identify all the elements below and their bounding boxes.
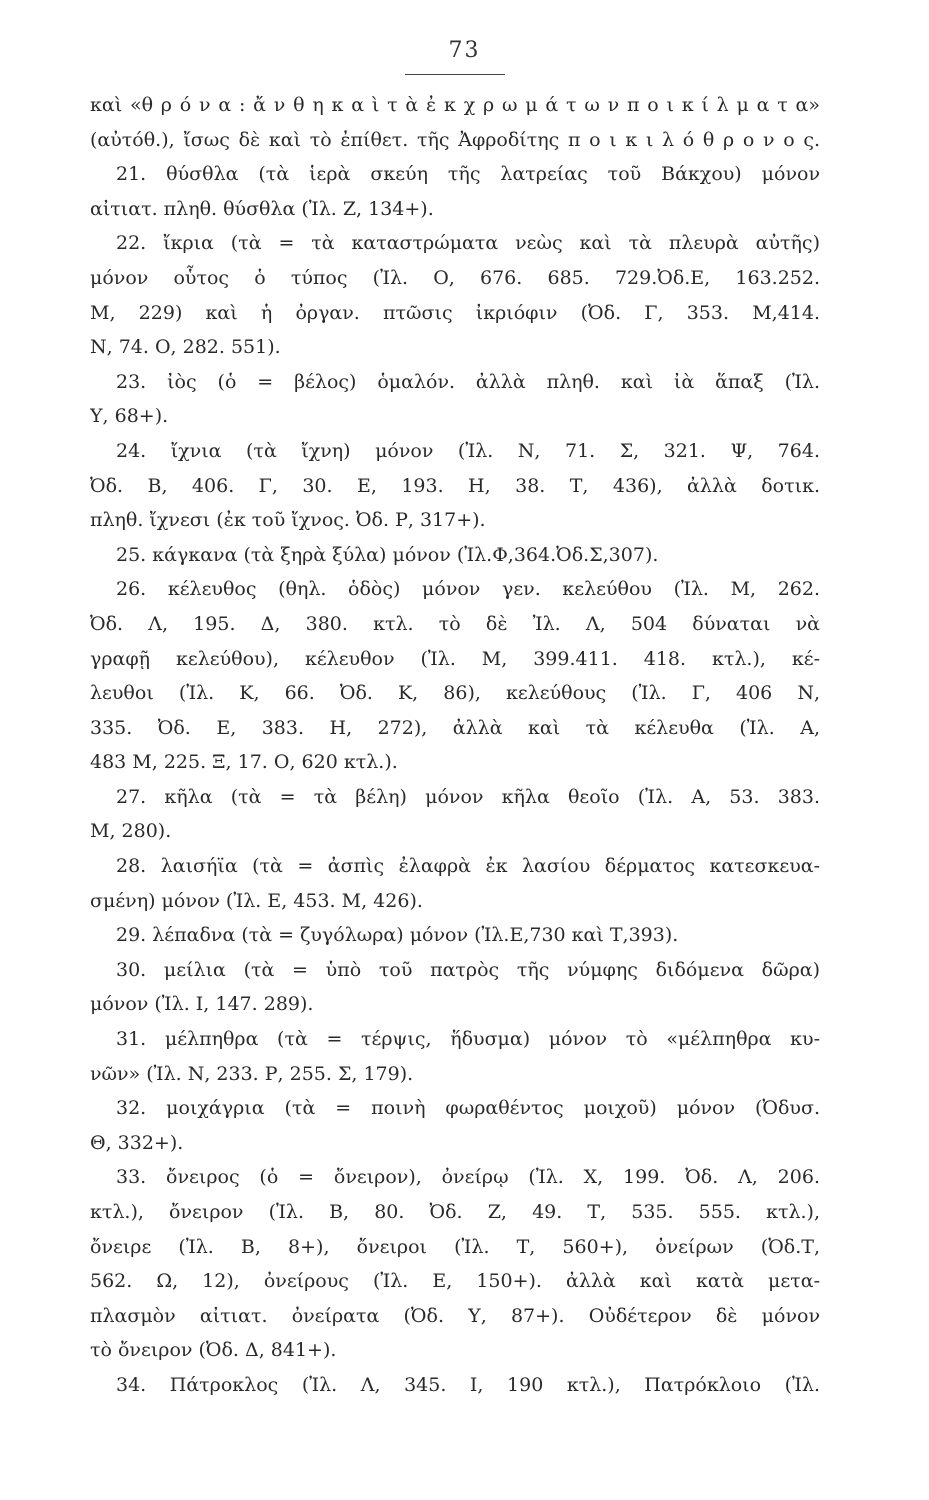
text-line: Μ, 229) καὶ ἡ ὀργαν. πτῶσις ἰκριόφιν (Ὀδ. Γ, 353. Μ,414. xyxy=(90,301,820,324)
text-line: 483 Μ, 225. Ξ, 17. Ο, 620 κτλ.). xyxy=(90,751,398,774)
text-line: 34. Πάτροκλος (Ἰλ. Λ, 345. Ι, 190 κτλ.), Πατρόκλοιο (Ἰλ. xyxy=(116,1373,820,1396)
text-line: 21. θύσθλα (τὰ ἱερὰ σκεύη τῆς λατρείας τοῦ Βάκχου) μόνον xyxy=(116,163,820,186)
text-line: λευθοι (Ἰλ. Κ, 66. Ὀδ. Κ, 86), κελεύθους (Ἰλ. Γ, 406 Ν, xyxy=(90,682,820,705)
text-line: Ὀδ. Λ, 195. Δ, 380. κτλ. τὸ δὲ Ἰλ. Λ, 504 δύναται νὰ xyxy=(90,612,820,635)
text-line: 32. μοιχάγρια (τὰ = ποινὴ φωραθέντος μοιχοῦ) μόνον (Ὀδυσ. xyxy=(116,1097,820,1120)
text-line: πληθ. ἴχνεσι (ἐκ τοῦ ἴχνος. Ὀδ. Ρ, 317+). xyxy=(90,509,486,532)
text-line: μόνον οὗτος ὁ τύπος (Ἰλ. Ο, 676. 685. 729.Ὀδ.Ε, 163.252. xyxy=(90,266,820,289)
body-text xyxy=(90,88,820,1403)
text-line: μόνον (Ἰλ. Ι, 147. 289). xyxy=(90,993,314,1016)
text-line: τὸ ὄνειρον (Ὀδ. Δ, 841+). xyxy=(90,1339,337,1362)
text-line: αἰτιατ. πληθ. θύσθλα (Ἰλ. Ζ, 134+). xyxy=(90,197,434,220)
text-line: πλασμὸν αἰτιατ. ὀνείρατα (Ὀδ. Υ, 87+). Οὐδέτερον δὲ μόνον xyxy=(90,1304,820,1327)
text-line: γραφῇ κελεύθου), κέλευθον (Ἰλ. Μ, 399.411. 418. κτλ.), κέ- xyxy=(90,647,820,670)
text-line: Ὀδ. Β, 406. Γ, 30. Ε, 193. Η, 38. Τ, 436), ἀλλὰ δοτικ. xyxy=(90,474,820,497)
text-line: 33. ὄνειρος (ὁ = ὄνειρον), ὀνείρῳ (Ἰλ. Χ, 199. Ὀδ. Λ, 206. xyxy=(116,1166,820,1189)
text-line: σμένη) μόνον (Ἰλ. Ε, 453. Μ, 426). xyxy=(90,889,423,912)
text-line: 23. ἰὸς (ὁ = βέλος) ὁμαλόν. ἀλλὰ πληθ. καὶ ἰὰ ἅπαξ (Ἰλ. xyxy=(116,370,820,393)
text-line: Μ, 280). xyxy=(90,820,172,843)
text-line: 29. λέπαδνα (τὰ = ζυγόλωρα) μόνον (Ἰλ.Ε,730 καὶ Τ,393). xyxy=(116,924,679,947)
text-line: νῶν» (Ἰλ. Ν, 233. Ρ, 255. Σ, 179). xyxy=(90,1062,414,1085)
page-number: 73 xyxy=(448,38,481,63)
text-line: Ν, 74. Ο, 282. 551). xyxy=(90,336,281,359)
text-line: Θ, 332+). xyxy=(90,1131,184,1154)
text-line: 22. ἴκρια (τὰ = τὰ καταστρώματα νεὼς καὶ τὰ πλευρὰ αὐτῆς) xyxy=(116,232,820,255)
text-line: καὶ «θ ρ ό ν α : ἄ ν θ η κ α ὶ τ ὰ ἐ κ χ ρ ω μ ά τ ω ν π ο ι κ ί λ μ α τ α» xyxy=(90,94,820,116)
text-line: 335. Ὀδ. Ε, 383. Η, 272), ἀλλὰ καὶ τὰ κέλευθα (Ἰλ. Α, xyxy=(90,716,820,739)
text-line: ὄνειρε (Ἰλ. Β, 8+), ὄνειροι (Ἰλ. Τ, 560+), ὀνείρων (Ὀδ.Τ, xyxy=(90,1235,820,1258)
text-line: 31. μέλπηθρα (τὰ = τέρψις, ἥδυσμα) μόνον τὸ «μέλπηθρα κυ- xyxy=(116,1028,820,1051)
text-line: 30. μείλια (τὰ = ὑπὸ τοῦ πατρὸς τῆς νύμφης διδόμενα δῶρα) xyxy=(116,958,820,981)
header-rule xyxy=(405,74,505,75)
text-line: 27. κῆλα (τὰ = τὰ βέλη) μόνον κῆλα θεοῖο (Ἰλ. Α, 53. 383. xyxy=(116,785,820,808)
text-line: 25. κάγκανα (τὰ ξηρὰ ξύλα) μόνον (Ἰλ.Φ,364.Ὀδ.Σ,307). xyxy=(116,543,659,566)
text-line: 28. λαισήϊα (τὰ = ἀσπὶς ἐλαφρὰ ἐκ λασίου δέρματος κατεσκευα- xyxy=(116,855,820,878)
text-line: 24. ἴχνια (τὰ ἴχνη) μόνον (Ἰλ. Ν, 71. Σ, 321. Ψ, 764. xyxy=(116,439,820,462)
text-line: (αὐτόθ.), ἴσως δὲ καὶ τὸ ἐπίθετ. τῆς Ἀφροδίτης π ο ι κ ι λ ό θ ρ ο ν ο ς. xyxy=(90,128,820,151)
text-line: κτλ.), ὄνειρον (Ἰλ. Β, 80. Ὀδ. Ζ, 49. Τ, 535. 555. κτλ.), xyxy=(90,1201,820,1223)
text-line: Υ, 68+). xyxy=(90,405,169,428)
text-line: 26. κέλευθος (θηλ. ὁδὸς) μόνον γεν. κελεύθου (Ἰλ. Μ, 262. xyxy=(116,578,820,601)
text-line: 562. Ω, 12), ὀνείρους (Ἰλ. Ε, 150+). ἀλλὰ καὶ κατὰ μετα- xyxy=(90,1270,820,1293)
